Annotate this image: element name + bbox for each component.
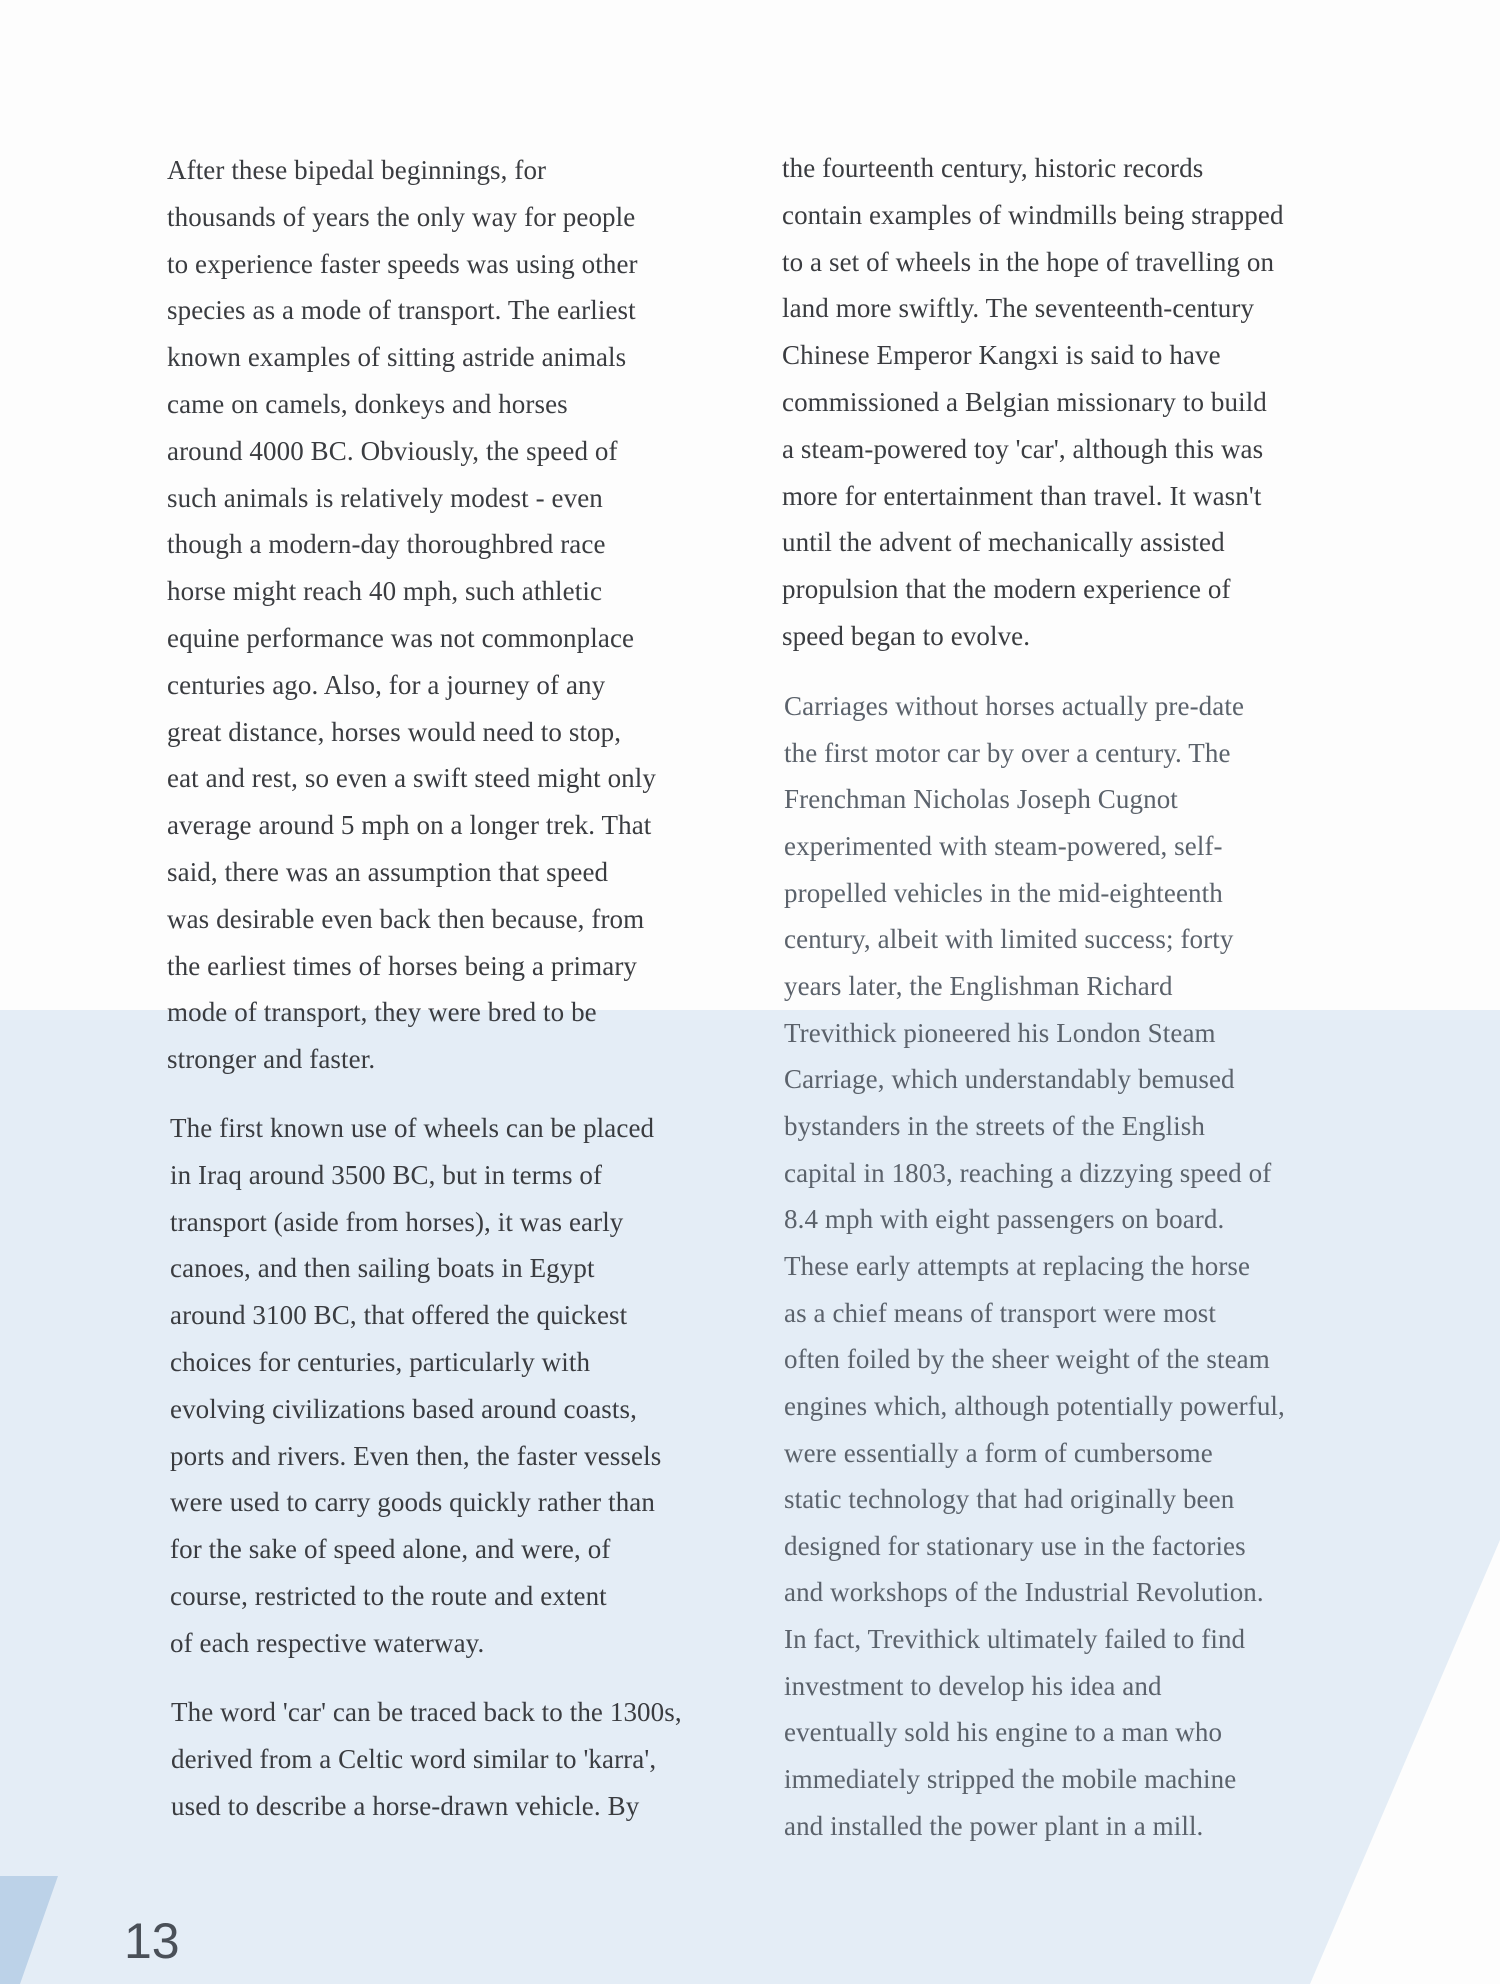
text-line: a steam-powered toy 'car', although this was bbox=[782, 433, 1264, 464]
left-paragraph-3 bbox=[171, 1689, 682, 1829]
text-line: eventually sold his engine to a man who bbox=[784, 1717, 1223, 1748]
text-line: static technology that had originally been bbox=[784, 1484, 1235, 1515]
page-number: 13 bbox=[124, 1913, 180, 1969]
text-line: to a set of wheels in the hope of travelling on bbox=[782, 246, 1275, 277]
text-line: more for entertainment than travel. It wasn't bbox=[782, 480, 1262, 511]
text-line: propulsion that the modern experience of bbox=[782, 574, 1231, 605]
text-line: designed for stationary use in the factories bbox=[784, 1530, 1246, 1561]
text-line: of each respective waterway. bbox=[170, 1627, 485, 1658]
text-line: bystanders in the streets of the English bbox=[784, 1110, 1205, 1141]
text-line: These early attempts at replacing the horse bbox=[784, 1250, 1251, 1281]
text-line: The first known use of wheels can be placed bbox=[170, 1113, 655, 1143]
text-line: used to describe a horse-drawn vehicle. By bbox=[171, 1790, 640, 1821]
text-line: were used to carry goods quickly rather than bbox=[170, 1487, 655, 1518]
text-line: stronger and faster. bbox=[167, 1044, 376, 1075]
text-line: such animals is relatively modest - even bbox=[167, 482, 603, 513]
text-line: known examples of sitting astride animals bbox=[167, 342, 627, 373]
text-line: the earliest times of horses being a primary bbox=[167, 950, 638, 981]
text-line: Frenchman Nicholas Joseph Cugnot bbox=[784, 784, 1178, 815]
text-line: the fourteenth century, historic records bbox=[782, 153, 1204, 183]
text-line: mode of transport, they were bred to be bbox=[167, 997, 597, 1028]
text-line: commissioned a Belgian missionary to build bbox=[782, 386, 1267, 417]
text-line: said, there was an assumption that speed bbox=[167, 856, 609, 887]
text-line: transport (aside from horses), it was early bbox=[170, 1206, 624, 1237]
text-line: After these bipedal beginnings, for bbox=[167, 155, 547, 185]
text-line: immediately stripped the mobile machine bbox=[784, 1764, 1237, 1795]
text-line: Trevithick pioneered his London Steam bbox=[784, 1017, 1216, 1048]
text-line: speed began to evolve. bbox=[782, 620, 1031, 651]
text-line: course, restricted to the route and extent bbox=[170, 1580, 607, 1611]
text-line: were essentially a form of cumbersome bbox=[784, 1437, 1213, 1468]
text-line: engines which, although potentially powerful, bbox=[784, 1390, 1285, 1421]
text-line: often foiled by the sheer weight of the steam bbox=[784, 1344, 1270, 1375]
text-line: and installed the power plant in a mill. bbox=[784, 1810, 1204, 1841]
text-line: The word 'car' can be traced back to the 1300s, bbox=[171, 1697, 682, 1727]
text-line: was desirable even back then because, from bbox=[167, 903, 645, 934]
text-line: evolving civilizations based around coasts, bbox=[170, 1393, 637, 1424]
text-line: though a modern-day thoroughbred race bbox=[167, 529, 606, 560]
text-line: derived from a Celtic word similar to 'karra', bbox=[171, 1743, 657, 1774]
text-line: land more swiftly. The seventeenth-century bbox=[782, 293, 1255, 324]
right-paragraph-1 bbox=[782, 145, 1284, 660]
text-line: in Iraq around 3500 BC, but in terms of bbox=[170, 1159, 603, 1190]
right-paragraph-2 bbox=[784, 683, 1285, 1849]
text-line: horse might reach 40 mph, such athletic bbox=[167, 576, 603, 607]
text-line: species as a mode of transport. The earliest bbox=[167, 295, 636, 326]
text-line: canoes, and then sailing boats in Egypt bbox=[170, 1253, 595, 1284]
text-line: 8.4 mph with eight passengers on board. bbox=[784, 1204, 1225, 1235]
text-line: came on camels, donkeys and horses bbox=[167, 388, 568, 419]
text-line: around 4000 BC. Obviously, the speed of bbox=[167, 435, 618, 466]
text-line: choices for centuries, particularly with bbox=[170, 1346, 591, 1377]
text-line: century, albeit with limited success; forty bbox=[784, 924, 1234, 955]
text-line: around 3100 BC, that offered the quickest bbox=[170, 1300, 628, 1331]
text-line: to experience faster speeds was using other bbox=[167, 248, 638, 279]
text-line: years later, the Englishman Richard bbox=[784, 970, 1173, 1001]
text-line: investment to develop his idea and bbox=[784, 1670, 1162, 1701]
left-paragraph-1 bbox=[167, 147, 656, 1083]
text-line: Carriages without horses actually pre-date bbox=[784, 691, 1245, 721]
text-line: propelled vehicles in the mid-eighteenth bbox=[784, 877, 1223, 908]
text-line: thousands of years the only way for people bbox=[167, 201, 636, 232]
text-line: contain examples of windmills being strapped bbox=[782, 199, 1284, 230]
text-line: equine performance was not commonplace bbox=[167, 622, 635, 653]
text-line: ports and rivers. Even then, the faster vessels bbox=[170, 1440, 662, 1471]
text-line: experimented with steam-powered, self- bbox=[784, 830, 1223, 861]
text-line: the first motor car by over a century. The bbox=[784, 737, 1231, 768]
left-paragraph-2 bbox=[170, 1105, 661, 1667]
text-line: Carriage, which understandably bemused bbox=[784, 1064, 1235, 1095]
text-line: for the sake of speed alone, and were, of bbox=[170, 1534, 611, 1565]
text-line: centuries ago. Also, for a journey of any bbox=[167, 669, 606, 700]
text-line: until the advent of mechanically assisted bbox=[782, 527, 1225, 558]
text-line: and workshops of the Industrial Revolution. bbox=[784, 1577, 1264, 1608]
text-line: capital in 1803, reaching a dizzying speed of bbox=[784, 1157, 1272, 1188]
text-line: as a chief means of transport were most bbox=[784, 1297, 1216, 1328]
text-line: average around 5 mph on a longer trek. That bbox=[167, 810, 652, 841]
text-line: eat and rest, so even a swift steed might only bbox=[167, 763, 656, 794]
text-line: In fact, Trevithick ultimately failed to find bbox=[784, 1624, 1246, 1655]
text-line: great distance, horses would need to stop, bbox=[167, 716, 622, 747]
text-line: Chinese Emperor Kangxi is said to have bbox=[782, 340, 1221, 371]
